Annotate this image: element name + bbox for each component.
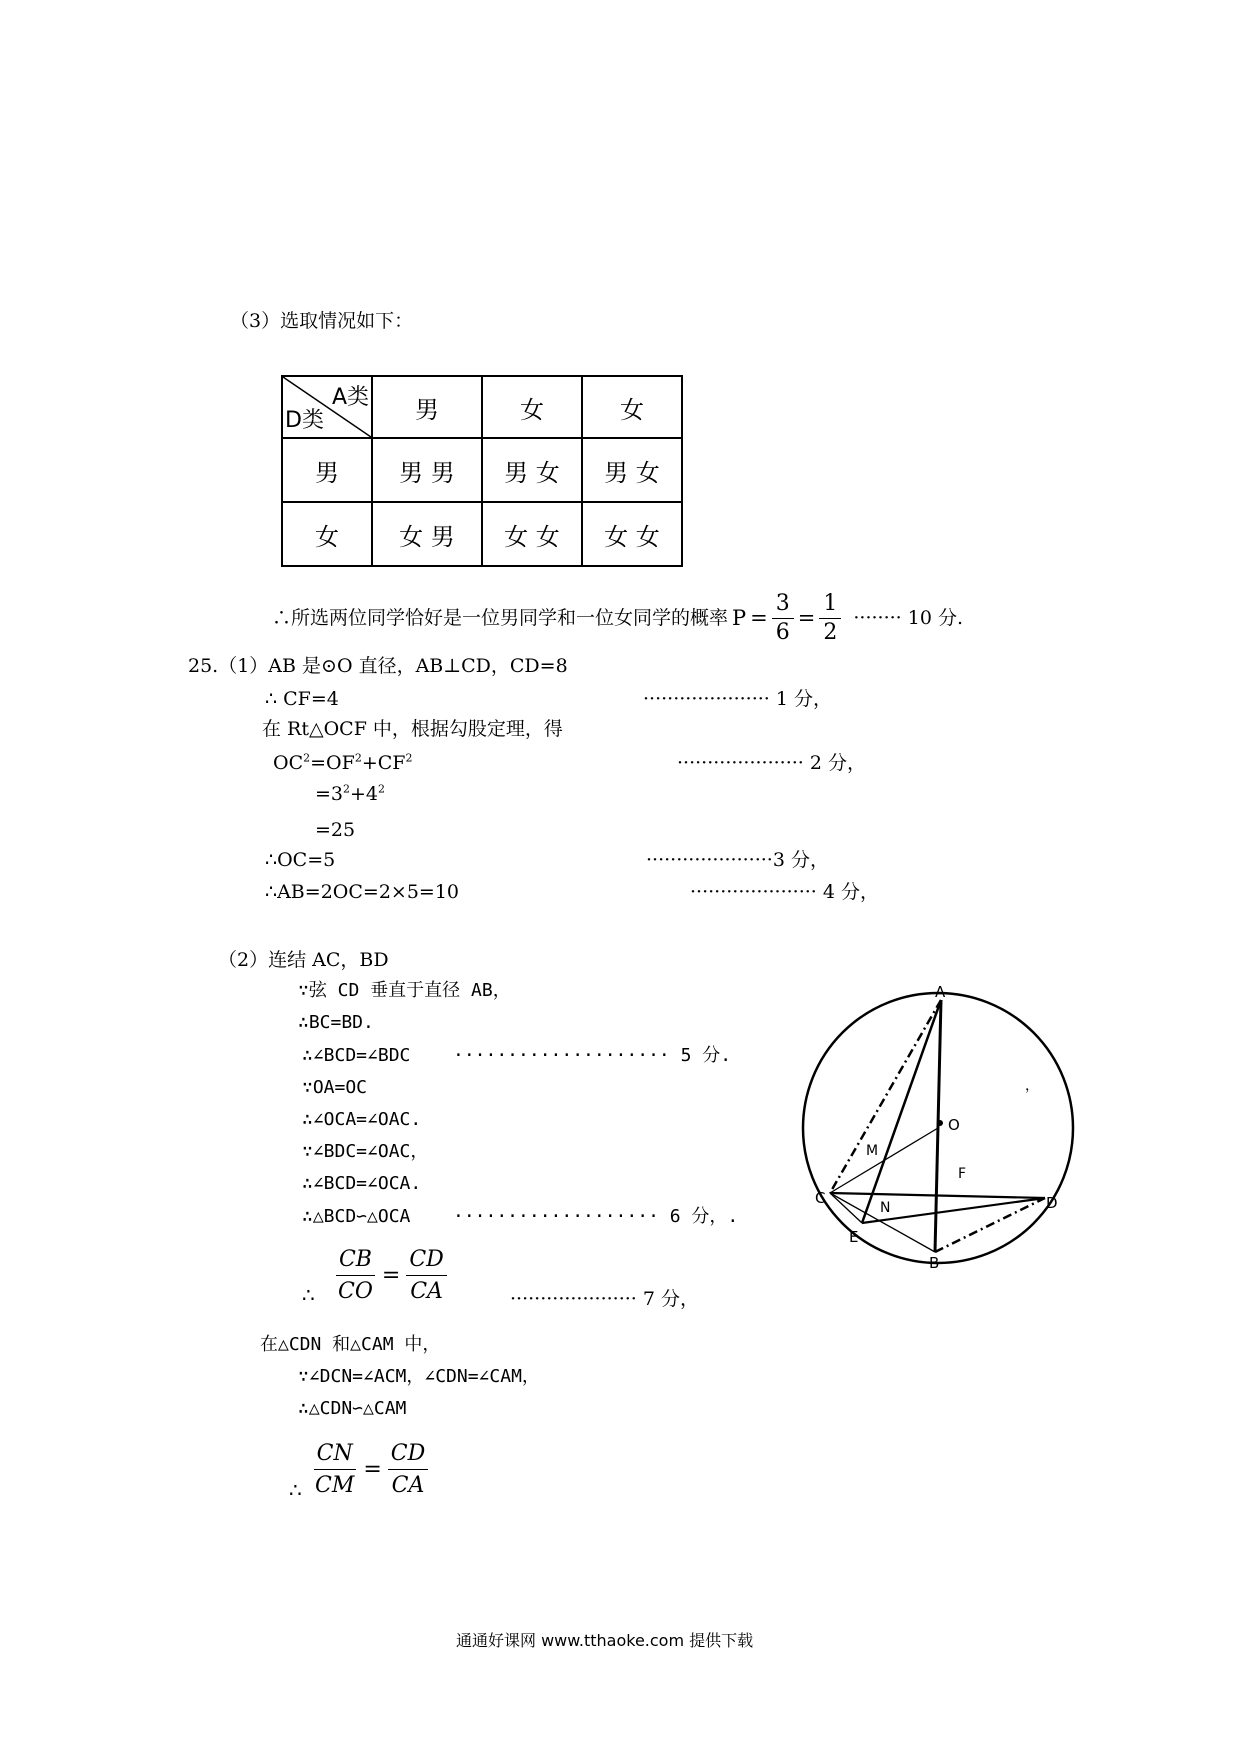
table-cell: 男 男 (372, 438, 482, 502)
q25-line6: =25 (315, 819, 356, 841)
table-corner-cell (282, 376, 372, 438)
fraction-3-6 (772, 593, 794, 644)
label-f: F (958, 1166, 967, 1182)
q25-line2: ∴ CF=4 (265, 688, 339, 710)
q25-line5 (315, 782, 386, 805)
q25-part2-heading: （2）连结 AC，BD (218, 949, 389, 971)
numerator: 1 (819, 593, 841, 619)
p-symbol: P (732, 606, 747, 630)
ratio-equation-2 (312, 1441, 428, 1498)
score-2: ····················· 2 分， (677, 752, 866, 774)
col-header: 女 (582, 376, 682, 438)
equals-sign: = (797, 606, 816, 630)
segment-ab (935, 1000, 941, 1252)
therefore-symbol: ∴ (302, 1283, 315, 1307)
label-b: B (929, 1254, 940, 1272)
label-a: A (935, 983, 946, 1001)
fraction-1-2 (819, 593, 841, 644)
label-e: E (849, 1228, 859, 1246)
superscript: 2 (405, 751, 413, 765)
table-cell: 男 女 (482, 438, 582, 502)
superscript: 2 (303, 751, 311, 765)
segment-co (830, 1128, 938, 1193)
label-o: O (948, 1116, 960, 1134)
circle-geometry-figure (790, 980, 1090, 1280)
denominator: CM (315, 1473, 355, 1498)
denominator: 2 (823, 620, 838, 645)
superscript: 2 (378, 782, 386, 796)
segment-ae (862, 1000, 941, 1223)
numerator: CB (336, 1247, 375, 1276)
table-cell: 女 男 (372, 502, 482, 566)
therefore-symbol: ∴ (289, 1478, 302, 1502)
q25-line7: ∴OC=5 (265, 849, 336, 871)
fraction-cb-co (335, 1247, 376, 1304)
proof-line: ∵OA=OC (302, 1077, 368, 1098)
term: =3 (315, 783, 344, 805)
proof-line: 在△CDN 和△CAM 中， (260, 1334, 441, 1355)
term: +4 (350, 783, 379, 805)
numerator: CN (314, 1441, 356, 1470)
denominator: CA (391, 1473, 425, 1498)
score-7: ····················· 7 分， (510, 1288, 699, 1310)
proof-line: ∴△BCD∽△OCA (302, 1206, 411, 1227)
q25-line3: 在 Rt△OCF 中，根据勾股定理，得 (262, 718, 563, 740)
q25-line8: ∴AB=2OC=2×5=10 (265, 881, 460, 903)
table-row (282, 502, 682, 566)
proof-line: ∴BC=BD. (298, 1012, 374, 1033)
label-d: D (1046, 1194, 1058, 1212)
fraction-cd-ca (388, 1441, 428, 1498)
score-1: ····················· 1 分， (643, 688, 832, 710)
row-header: 男 (282, 438, 372, 502)
numerator: CD (388, 1441, 428, 1470)
proof-line: ∴△CDN∽△CAM (298, 1398, 407, 1419)
ratio-equation-1 (335, 1247, 447, 1304)
proof-line: ∴∠BCD=∠OCA. (302, 1173, 422, 1194)
q25-line1: 25.（1）AB 是⊙O 直径，AB⊥CD，CD=8 (188, 655, 568, 677)
superscript: 2 (354, 751, 362, 765)
term: +CF (361, 752, 406, 774)
score: ········ 10 分. (853, 607, 963, 629)
point-o (937, 1120, 943, 1126)
superscript: 2 (343, 782, 351, 796)
score-6: ··················· 6 分，. (453, 1206, 739, 1227)
term: OC (273, 752, 304, 774)
corner-top-label: A类 (331, 385, 369, 410)
proof-line: ∴∠OCA=∠OAC. (302, 1109, 422, 1130)
corner-bottom-label: D类 (285, 408, 324, 433)
label-n: N (880, 1200, 891, 1216)
denominator: 6 (775, 620, 790, 645)
table-row (282, 438, 682, 502)
equals-sign: = (381, 1263, 401, 1288)
proof-line: ∵∠DCN=∠ACM，∠CDN=∠CAM， (298, 1366, 540, 1387)
equals-sign: = (750, 606, 768, 630)
col-header: 男 (372, 376, 482, 438)
label-c: C (815, 1189, 826, 1207)
label-m: M (866, 1143, 879, 1159)
stray-comma: ， (1025, 1078, 1039, 1094)
outcome-table (281, 375, 683, 567)
proof-line: ∴∠BCD=∠BDC (302, 1045, 411, 1066)
denominator: CA (410, 1279, 443, 1304)
equals-sign: = (363, 1457, 382, 1482)
footer-source: 通通好课网 www.tthaoke.com 提供下载 (456, 1631, 754, 1650)
table-cell: 女 女 (582, 502, 682, 566)
numerator: CD (406, 1247, 446, 1276)
numerator: 3 (772, 593, 794, 619)
denominator: CO (338, 1279, 373, 1304)
fraction-cn-cm (312, 1441, 357, 1498)
probability-conclusion (272, 593, 963, 644)
q25-line4 (273, 751, 413, 774)
proof-line: ∵弦 CD 垂直于直径 AB， (298, 980, 511, 1001)
fraction-cd-ca (406, 1247, 446, 1304)
proof-line: ∵∠BDC=∠OAC， (302, 1141, 429, 1162)
term: =OF (310, 752, 355, 774)
part3-heading: （3）选取情况如下： (230, 310, 414, 332)
row-header: 女 (282, 502, 372, 566)
score-4: ····················· 4 分， (690, 881, 879, 903)
table-cell: 女 女 (482, 502, 582, 566)
table-cell: 男 女 (582, 438, 682, 502)
score-5: ···················· 5 分. (453, 1045, 732, 1066)
col-header: 女 (482, 376, 582, 438)
conclusion-text: ∴所选两位同学恰好是一位男同学和一位女同学的概率 (272, 607, 729, 629)
score-3: ·····················3 分， (646, 849, 829, 871)
